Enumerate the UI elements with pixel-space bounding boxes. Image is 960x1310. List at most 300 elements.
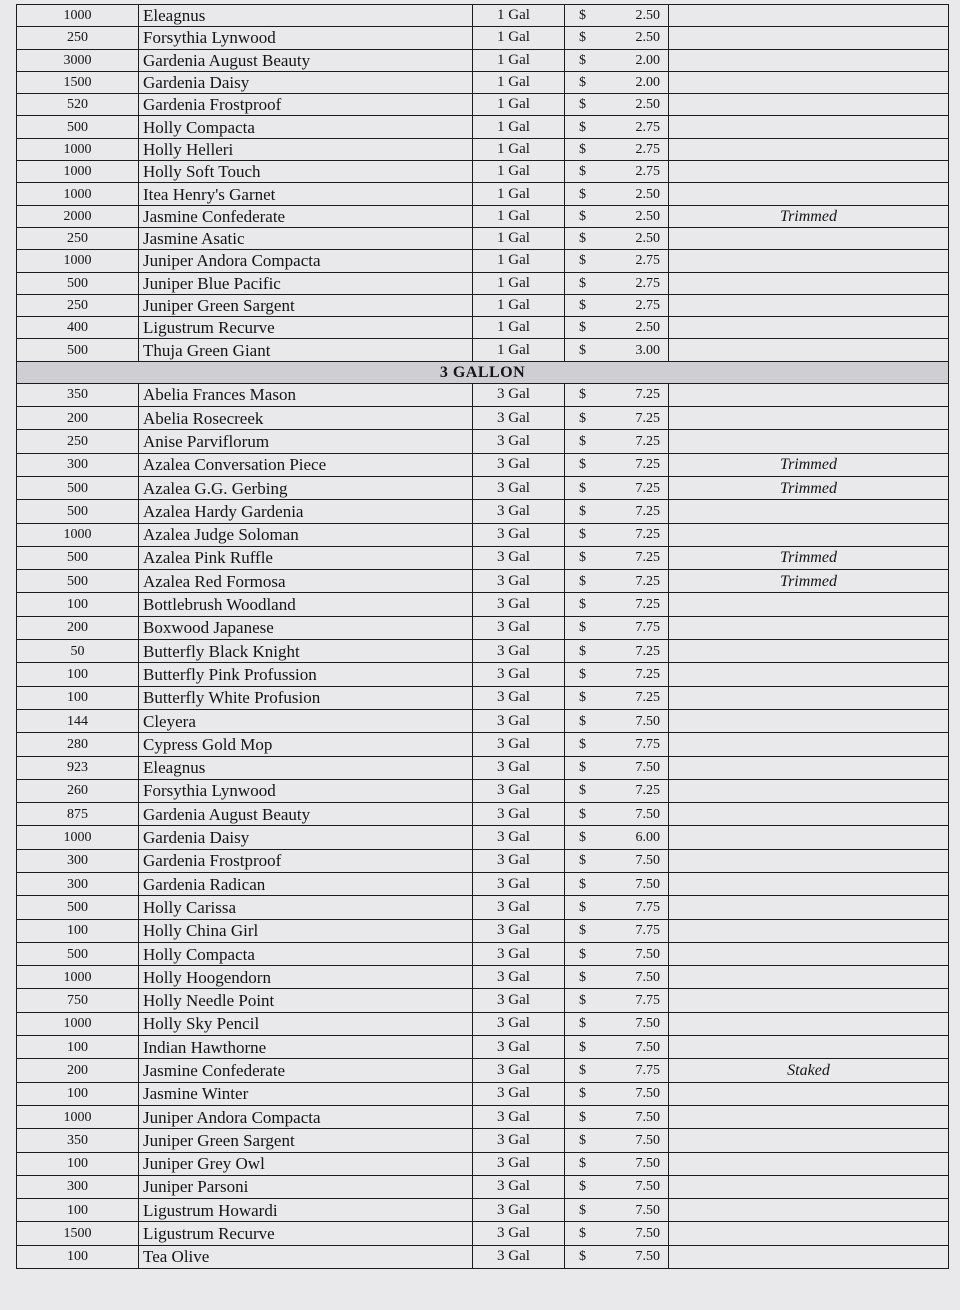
- container-size-cell: 3 Gal: [473, 476, 565, 499]
- table-row: [17, 116, 949, 138]
- price-cell: [565, 593, 669, 616]
- currency-symbol: $: [579, 1249, 586, 1265]
- currency-symbol: $: [579, 713, 586, 729]
- container-size-cell: 1 Gal: [473, 161, 565, 183]
- quantity-cell: 144: [17, 709, 139, 732]
- container-size-cell: 3 Gal: [473, 407, 565, 430]
- price-cell: [565, 1245, 669, 1268]
- price-cell: [565, 1129, 669, 1152]
- price-cell: [565, 523, 669, 546]
- note-cell: [669, 1082, 949, 1105]
- price-cell: [565, 756, 669, 779]
- price-amount: 7.50: [635, 713, 660, 729]
- plant-name-cell: Ligustrum Recurve: [139, 1222, 473, 1245]
- table-row: [17, 138, 949, 160]
- note-cell: [669, 49, 949, 71]
- plant-name-cell: Azalea Red Formosa: [139, 570, 473, 593]
- price-amount: 2.50: [635, 97, 660, 113]
- container-size-cell: 1 Gal: [473, 71, 565, 93]
- quantity-cell: 500: [17, 500, 139, 523]
- price-amount: 2.75: [635, 253, 660, 269]
- plant-name-cell: Holly China Girl: [139, 919, 473, 942]
- currency-symbol: $: [579, 208, 586, 224]
- price-amount: 7.50: [635, 853, 660, 869]
- container-size-cell: 3 Gal: [473, 1199, 565, 1222]
- quantity-cell: 750: [17, 989, 139, 1012]
- currency-symbol: $: [579, 1202, 586, 1218]
- container-size-cell: 3 Gal: [473, 1222, 565, 1245]
- plant-name-cell: Eleagnus: [139, 5, 473, 27]
- container-size-cell: 3 Gal: [473, 919, 565, 942]
- currency-symbol: $: [579, 1156, 586, 1172]
- note-cell: [669, 616, 949, 639]
- currency-symbol: $: [579, 231, 586, 247]
- currency-symbol: $: [579, 923, 586, 939]
- price-cell: [565, 1059, 669, 1082]
- currency-symbol: $: [579, 993, 586, 1009]
- currency-symbol: $: [579, 597, 586, 613]
- price-amount: 2.50: [635, 208, 660, 224]
- quantity-cell: 1000: [17, 138, 139, 160]
- table-row: [17, 756, 949, 779]
- quantity-cell: 500: [17, 116, 139, 138]
- price-cell: [565, 476, 669, 499]
- price-amount: 2.50: [635, 30, 660, 46]
- price-amount: 2.50: [635, 320, 660, 336]
- quantity-cell: 100: [17, 1036, 139, 1059]
- plant-name-cell: Butterfly Black Knight: [139, 640, 473, 663]
- container-size-cell: 3 Gal: [473, 430, 565, 453]
- plant-name-cell: Tea Olive: [139, 1245, 473, 1268]
- table-row: [17, 161, 949, 183]
- table-row: [17, 272, 949, 294]
- price-amount: 2.00: [635, 52, 660, 68]
- price-amount: 7.50: [635, 1016, 660, 1032]
- price-amount: 2.50: [635, 8, 660, 24]
- quantity-cell: 250: [17, 27, 139, 49]
- note-cell: [669, 849, 949, 872]
- note-cell: [669, 339, 949, 361]
- quantity-cell: 1500: [17, 71, 139, 93]
- quantity-cell: 100: [17, 919, 139, 942]
- container-size-cell: 3 Gal: [473, 640, 565, 663]
- container-size-cell: 1 Gal: [473, 272, 565, 294]
- container-size-cell: 3 Gal: [473, 1059, 565, 1082]
- container-size-cell: 1 Gal: [473, 250, 565, 272]
- price-cell: [565, 71, 669, 93]
- note-cell: [669, 686, 949, 709]
- currency-symbol: $: [579, 760, 586, 776]
- currency-symbol: $: [579, 853, 586, 869]
- plant-name-cell: Itea Henry's Garnet: [139, 183, 473, 205]
- price-amount: 7.25: [635, 527, 660, 543]
- quantity-cell: 100: [17, 1152, 139, 1175]
- quantity-cell: 1000: [17, 183, 139, 205]
- currency-symbol: $: [579, 806, 586, 822]
- currency-symbol: $: [579, 164, 586, 180]
- price-amount: 7.75: [635, 993, 660, 1009]
- plant-name-cell: Gardenia Radican: [139, 872, 473, 895]
- price-cell: [565, 250, 669, 272]
- currency-symbol: $: [579, 1226, 586, 1242]
- container-size-cell: 3 Gal: [473, 779, 565, 802]
- price-cell: [565, 272, 669, 294]
- currency-symbol: $: [579, 527, 586, 543]
- container-size-cell: 3 Gal: [473, 570, 565, 593]
- table-row: [17, 570, 949, 593]
- currency-symbol: $: [579, 1179, 586, 1195]
- price-cell: [565, 919, 669, 942]
- price-cell: [565, 1175, 669, 1198]
- currency-symbol: $: [579, 620, 586, 636]
- table-row: [17, 49, 949, 71]
- quantity-cell: 250: [17, 227, 139, 249]
- plant-name-cell: Holly Carissa: [139, 896, 473, 919]
- price-cell: [565, 138, 669, 160]
- price-cell: [565, 709, 669, 732]
- quantity-cell: 100: [17, 593, 139, 616]
- one-gallon-rows: [17, 5, 949, 362]
- quantity-cell: 500: [17, 476, 139, 499]
- table-row: [17, 709, 949, 732]
- price-amount: 7.50: [635, 876, 660, 892]
- price-amount: 7.50: [635, 1109, 660, 1125]
- quantity-cell: 1000: [17, 523, 139, 546]
- note-cell: [669, 663, 949, 686]
- price-amount: 7.25: [635, 573, 660, 589]
- table-row: [17, 942, 949, 965]
- container-size-cell: 3 Gal: [473, 942, 565, 965]
- price-cell: [565, 779, 669, 802]
- price-cell: [565, 294, 669, 316]
- currency-symbol: $: [579, 253, 586, 269]
- price-cell: [565, 570, 669, 593]
- section-heading: 3 GALLON: [17, 361, 949, 383]
- table-row: [17, 339, 949, 361]
- quantity-cell: 300: [17, 453, 139, 476]
- note-cell: [669, 942, 949, 965]
- currency-symbol: $: [579, 119, 586, 135]
- currency-symbol: $: [579, 97, 586, 113]
- table-row: [17, 1105, 949, 1128]
- price-cell: [565, 1152, 669, 1175]
- note-cell: [669, 1245, 949, 1268]
- price-cell: [565, 27, 669, 49]
- note-cell: [669, 1175, 949, 1198]
- price-cell: [565, 803, 669, 826]
- currency-symbol: $: [579, 573, 586, 589]
- container-size-cell: 3 Gal: [473, 1175, 565, 1198]
- price-cell: [565, 616, 669, 639]
- currency-symbol: $: [579, 643, 586, 659]
- price-cell: [565, 500, 669, 523]
- container-size-cell: 3 Gal: [473, 1245, 565, 1268]
- price-amount: 7.50: [635, 969, 660, 985]
- price-cell: [565, 826, 669, 849]
- price-cell: [565, 453, 669, 476]
- plant-name-cell: Abelia Frances Mason: [139, 383, 473, 406]
- price-cell: [565, 5, 669, 27]
- price-amount: 7.25: [635, 597, 660, 613]
- plant-name-cell: Bottlebrush Woodland: [139, 593, 473, 616]
- plant-name-cell: Gardenia August Beauty: [139, 803, 473, 826]
- price-cell: [565, 1105, 669, 1128]
- table-row: [17, 500, 949, 523]
- price-amount: 2.75: [635, 275, 660, 291]
- price-amount: 3.00: [635, 342, 660, 358]
- table-row: [17, 733, 949, 756]
- container-size-cell: 3 Gal: [473, 1082, 565, 1105]
- quantity-cell: 500: [17, 570, 139, 593]
- currency-symbol: $: [579, 320, 586, 336]
- price-cell: [565, 896, 669, 919]
- plant-name-cell: Jasmine Confederate: [139, 1059, 473, 1082]
- price-amount: 7.75: [635, 923, 660, 939]
- quantity-cell: 3000: [17, 49, 139, 71]
- note-cell: [669, 227, 949, 249]
- price-amount: 7.75: [635, 899, 660, 915]
- table-row: [17, 1199, 949, 1222]
- note-cell: [669, 1199, 949, 1222]
- container-size-cell: 3 Gal: [473, 826, 565, 849]
- table-row: [17, 1129, 949, 1152]
- plant-name-cell: Eleagnus: [139, 756, 473, 779]
- price-amount: 6.00: [635, 830, 660, 846]
- currency-symbol: $: [579, 387, 586, 403]
- note-cell: [669, 896, 949, 919]
- price-amount: 7.25: [635, 666, 660, 682]
- container-size-cell: 3 Gal: [473, 756, 565, 779]
- plant-name-cell: Cleyera: [139, 709, 473, 732]
- quantity-cell: 1000: [17, 161, 139, 183]
- price-amount: 7.75: [635, 620, 660, 636]
- note-cell: [669, 317, 949, 339]
- plant-name-cell: Gardenia Daisy: [139, 71, 473, 93]
- container-size-cell: 3 Gal: [473, 896, 565, 919]
- container-size-cell: 3 Gal: [473, 1152, 565, 1175]
- plant-name-cell: Forsythia Lynwood: [139, 779, 473, 802]
- note-cell: [669, 27, 949, 49]
- price-cell: [565, 94, 669, 116]
- price-cell: [565, 942, 669, 965]
- container-size-cell: 3 Gal: [473, 453, 565, 476]
- note-cell: Trimmed: [669, 546, 949, 569]
- note-cell: [669, 989, 949, 1012]
- table-row: [17, 183, 949, 205]
- price-cell: [565, 1222, 669, 1245]
- quantity-cell: 100: [17, 1199, 139, 1222]
- plant-name-cell: Butterfly Pink Profussion: [139, 663, 473, 686]
- plant-name-cell: Azalea Conversation Piece: [139, 453, 473, 476]
- plant-name-cell: Juniper Andora Compacta: [139, 250, 473, 272]
- table-row: [17, 686, 949, 709]
- plant-name-cell: Ligustrum Howardi: [139, 1199, 473, 1222]
- currency-symbol: $: [579, 899, 586, 915]
- currency-symbol: $: [579, 1063, 586, 1078]
- table-row: [17, 407, 949, 430]
- plant-name-cell: Ligustrum Recurve: [139, 317, 473, 339]
- plant-name-cell: Juniper Parsoni: [139, 1175, 473, 1198]
- table-row: [17, 476, 949, 499]
- table-row: [17, 1222, 949, 1245]
- note-cell: [669, 826, 949, 849]
- table-row: [17, 989, 949, 1012]
- note-cell: [669, 523, 949, 546]
- note-cell: [669, 919, 949, 942]
- price-cell: [565, 49, 669, 71]
- price-amount: 7.75: [635, 736, 660, 752]
- price-cell: [565, 872, 669, 895]
- container-size-cell: 1 Gal: [473, 116, 565, 138]
- table-row: [17, 1082, 949, 1105]
- note-cell: [669, 966, 949, 989]
- container-size-cell: 3 Gal: [473, 709, 565, 732]
- currency-symbol: $: [579, 666, 586, 682]
- price-amount: 7.50: [635, 1086, 660, 1102]
- container-size-cell: 1 Gal: [473, 317, 565, 339]
- currency-symbol: $: [579, 433, 586, 449]
- plant-name-cell: Juniper Grey Owl: [139, 1152, 473, 1175]
- quantity-cell: 1000: [17, 1105, 139, 1128]
- price-amount: 2.50: [635, 231, 660, 247]
- quantity-cell: 500: [17, 272, 139, 294]
- plant-name-cell: Holly Needle Point: [139, 989, 473, 1012]
- price-cell: [565, 849, 669, 872]
- note-cell: [669, 272, 949, 294]
- container-size-cell: 1 Gal: [473, 94, 565, 116]
- price-cell: [565, 383, 669, 406]
- container-size-cell: 3 Gal: [473, 1012, 565, 1035]
- price-cell: [565, 430, 669, 453]
- note-cell: [669, 94, 949, 116]
- quantity-cell: 260: [17, 779, 139, 802]
- price-amount: 7.50: [635, 1039, 660, 1055]
- currency-symbol: $: [579, 503, 586, 519]
- price-cell: [565, 1012, 669, 1035]
- container-size-cell: 3 Gal: [473, 663, 565, 686]
- price-amount: 7.25: [635, 433, 660, 449]
- price-amount: 7.50: [635, 1249, 660, 1265]
- price-amount: 7.25: [635, 690, 660, 706]
- table-row: [17, 803, 949, 826]
- note-cell: [669, 779, 949, 802]
- table-row: [17, 896, 949, 919]
- note-cell: [669, 71, 949, 93]
- quantity-cell: 350: [17, 383, 139, 406]
- note-cell: [669, 383, 949, 406]
- table-row: [17, 453, 949, 476]
- currency-symbol: $: [579, 1039, 586, 1055]
- table-row: [17, 250, 949, 272]
- table-row: [17, 779, 949, 802]
- container-size-cell: 1 Gal: [473, 227, 565, 249]
- note-cell: [669, 756, 949, 779]
- note-cell: [669, 640, 949, 663]
- plant-name-cell: Juniper Green Sargent: [139, 294, 473, 316]
- quantity-cell: 500: [17, 546, 139, 569]
- quantity-cell: 500: [17, 942, 139, 965]
- price-amount: 7.25: [635, 387, 660, 403]
- price-amount: 7.50: [635, 946, 660, 962]
- table-row: [17, 616, 949, 639]
- plant-name-cell: Azalea Hardy Gardenia: [139, 500, 473, 523]
- container-size-cell: 3 Gal: [473, 686, 565, 709]
- table-row: [17, 1012, 949, 1035]
- note-cell: [669, 116, 949, 138]
- note-cell: [669, 5, 949, 27]
- plant-name-cell: Abelia Rosecreek: [139, 407, 473, 430]
- currency-symbol: $: [579, 75, 586, 91]
- plant-name-cell: Azalea Pink Ruffle: [139, 546, 473, 569]
- quantity-cell: 400: [17, 317, 139, 339]
- table-row: [17, 294, 949, 316]
- price-cell: [565, 227, 669, 249]
- plant-name-cell: Indian Hawthorne: [139, 1036, 473, 1059]
- plant-name-cell: Holly Hoogendorn: [139, 966, 473, 989]
- currency-symbol: $: [579, 275, 586, 291]
- table-row: [17, 5, 949, 27]
- container-size-cell: 3 Gal: [473, 872, 565, 895]
- container-size-cell: 3 Gal: [473, 616, 565, 639]
- quantity-cell: 250: [17, 430, 139, 453]
- currency-symbol: $: [579, 969, 586, 985]
- currency-symbol: $: [579, 8, 586, 24]
- quantity-cell: 1000: [17, 250, 139, 272]
- note-cell: [669, 407, 949, 430]
- table-row: [17, 1059, 949, 1082]
- note-cell: [669, 1152, 949, 1175]
- container-size-cell: 3 Gal: [473, 849, 565, 872]
- container-size-cell: 3 Gal: [473, 500, 565, 523]
- quantity-cell: 300: [17, 1175, 139, 1198]
- note-cell: [669, 1222, 949, 1245]
- currency-symbol: $: [579, 736, 586, 752]
- quantity-cell: 300: [17, 872, 139, 895]
- table-row: [17, 27, 949, 49]
- currency-symbol: $: [579, 876, 586, 892]
- three-gallon-rows: [17, 383, 949, 1268]
- currency-symbol: $: [579, 1109, 586, 1125]
- price-amount: 2.75: [635, 119, 660, 135]
- note-cell: [669, 733, 949, 756]
- note-cell: [669, 803, 949, 826]
- quantity-cell: 350: [17, 1129, 139, 1152]
- price-amount: 7.25: [635, 550, 660, 566]
- price-amount: 7.25: [635, 410, 660, 426]
- quantity-cell: 50: [17, 640, 139, 663]
- note-cell: Trimmed: [669, 453, 949, 476]
- plant-name-cell: Holly Sky Pencil: [139, 1012, 473, 1035]
- price-cell: [565, 663, 669, 686]
- container-size-cell: 1 Gal: [473, 49, 565, 71]
- plant-name-cell: Gardenia Frostproof: [139, 94, 473, 116]
- quantity-cell: 100: [17, 663, 139, 686]
- note-cell: [669, 183, 949, 205]
- note-cell: [669, 161, 949, 183]
- note-cell: Trimmed: [669, 476, 949, 499]
- currency-symbol: $: [579, 298, 586, 313]
- quantity-cell: 300: [17, 849, 139, 872]
- note-cell: [669, 430, 949, 453]
- price-cell: [565, 1082, 669, 1105]
- currency-symbol: $: [579, 480, 586, 496]
- price-cell: [565, 317, 669, 339]
- plant-name-cell: Juniper Blue Pacific: [139, 272, 473, 294]
- table-row: [17, 546, 949, 569]
- plant-name-cell: Boxwood Japanese: [139, 616, 473, 639]
- container-size-cell: 1 Gal: [473, 183, 565, 205]
- plant-name-cell: Gardenia August Beauty: [139, 49, 473, 71]
